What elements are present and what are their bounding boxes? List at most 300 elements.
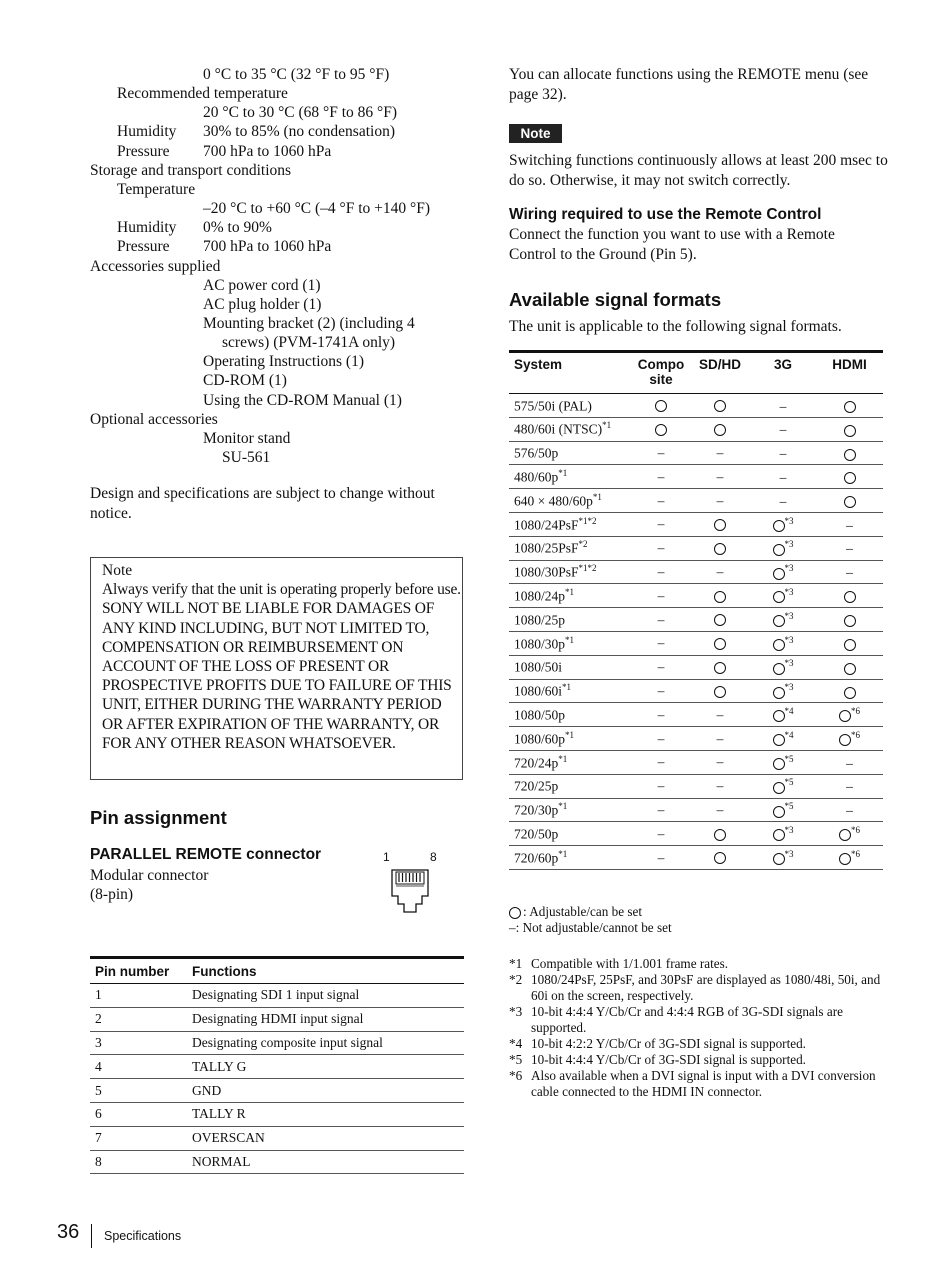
circle-mark-icon (714, 638, 726, 650)
circle-mark-icon (714, 591, 726, 603)
system-cell (509, 631, 632, 655)
composite-cell (632, 727, 690, 751)
composite-cell (632, 417, 690, 441)
g3-cell (750, 441, 816, 465)
system-cell (509, 608, 632, 632)
hdmi-cell (816, 631, 883, 655)
g3-cell (750, 846, 816, 870)
system-name: 720/60p (514, 850, 559, 866)
g3-cell (750, 394, 816, 418)
hdmi-cell (816, 394, 883, 418)
note-badge: Note (509, 124, 562, 143)
footnote-ref: *5 (784, 753, 794, 764)
dash-mark: – (657, 587, 665, 603)
system-cell (509, 417, 632, 441)
dash-mark: – (779, 469, 787, 485)
wiring-text: Connect the function you want to use with a Remote Control to the Ground (Pin 5). (509, 226, 835, 263)
g3-cell (750, 727, 816, 751)
sdhd-cell (690, 512, 750, 536)
composite-cell (632, 846, 690, 870)
dash-mark: – (846, 564, 853, 580)
warranty-note-box (90, 557, 463, 780)
pin-table-row (90, 1126, 464, 1150)
sdhd-cell (690, 822, 750, 846)
footnote-ref: *6 (851, 706, 860, 716)
circle-mark-icon (773, 591, 785, 603)
page-number: 36 (57, 1221, 80, 1243)
system-cell (509, 465, 632, 489)
spec-line: SU-561 (222, 449, 271, 466)
system-name: 1080/50i (514, 659, 563, 675)
circle-mark-icon (773, 639, 785, 651)
system-name: 720/50p (514, 826, 559, 842)
footnote-ref: *1 (558, 848, 568, 859)
dash-mark: – (657, 611, 665, 627)
footnote-ref: *1 (565, 729, 575, 740)
circle-mark-icon (509, 907, 521, 919)
spec-value: 700 hPa to 1060 hPa (203, 238, 332, 256)
spec-line: 20 °C to 30 °C (68 °F to 86 °F) (203, 104, 398, 122)
circle-mark-icon (714, 614, 726, 626)
circle-mark-icon (714, 852, 726, 864)
sdhd-cell (690, 584, 750, 608)
signal-format-row (509, 798, 883, 822)
pin-table-row (90, 1031, 464, 1055)
dash-mark: – (657, 754, 665, 770)
sdhd-cell (690, 441, 750, 465)
pin-function-cell: Designating SDI 1 input signal (187, 984, 464, 1008)
signal-format-row (509, 441, 883, 465)
circle-mark-icon (714, 662, 726, 674)
footnote-ref: *3 (784, 824, 794, 835)
system-name: 1080/60p (514, 731, 566, 747)
circle-mark-icon (714, 424, 726, 436)
hdmi-cell (816, 608, 883, 632)
dash-mark: – (846, 778, 853, 794)
footnote-text: 10-bit 4:4:4 Y/Cb/Cr and 4:4:4 RGB of 3G-SDI signals are supported. (531, 1004, 843, 1035)
sdhd-header: SD/HD (690, 352, 750, 394)
g3-cell (750, 750, 816, 774)
composite-cell (632, 489, 690, 513)
composite-cell (632, 750, 690, 774)
circle-mark-icon (773, 734, 785, 746)
circle-mark-icon (655, 424, 667, 436)
spec-value: 0% to 90% (203, 219, 272, 237)
dash-mark: – (716, 754, 724, 770)
spec-line: Mounting bracket (2) (including 4 (203, 314, 415, 332)
footnote-ref: *1*2 (578, 563, 597, 574)
signal-format-row (509, 417, 883, 441)
signal-format-row (509, 394, 883, 418)
signal-format-row (509, 536, 883, 560)
system-cell (509, 560, 632, 584)
composite-cell (632, 631, 690, 655)
footnote-ref: *1 (602, 420, 612, 431)
dash-mark: – (657, 825, 665, 841)
spec-line: AC power cord (1) (203, 276, 321, 294)
footnote-ref: *1 (562, 682, 572, 693)
pin-table-row (90, 984, 464, 1008)
dash-mark: – (716, 730, 724, 746)
sdhd-cell (690, 727, 750, 751)
dash-mark: – (716, 801, 724, 817)
spec-label: Humidity (117, 219, 177, 237)
sdhd-cell (690, 846, 750, 870)
footnotes (509, 956, 889, 1100)
dash-mark: – (846, 517, 853, 533)
spec-line: 0 °C to 35 °C (32 °F to 95 °F) (203, 66, 390, 83)
circle-mark-icon (844, 591, 856, 603)
circle-mark-icon (773, 615, 785, 627)
spec-line: Accessories supplied (90, 257, 221, 275)
footnote-mark: *3 (509, 1004, 523, 1019)
spec-label: Pressure (117, 238, 170, 256)
design-notice: Design and specifications are subject to change without notice. (90, 485, 435, 522)
sdhd-cell (690, 465, 750, 489)
composite-cell (632, 774, 690, 798)
pin-number-cell: 4 (90, 1055, 187, 1079)
dash-mark: – (657, 468, 665, 484)
circle-mark-icon (844, 425, 856, 437)
connector-desc-line2: (8-pin) (90, 886, 134, 903)
circle-mark-icon (844, 639, 856, 651)
spec-line: Operating Instructions (1) (203, 353, 364, 371)
dash-mark: – (657, 516, 665, 532)
pin-number-cell: 6 (90, 1102, 187, 1126)
system-cell (509, 441, 632, 465)
footnote-ref: *6 (851, 729, 860, 740)
pin-label-1: 1 (383, 850, 390, 864)
footnote-ref: *3 (784, 848, 794, 859)
circle-mark-icon (844, 472, 856, 484)
spec-line: Optional accessories (90, 410, 218, 428)
footnote-text: 10-bit 4:2:2 Y/Cb/Cr of 3G-SDI signal is supported. (531, 1036, 806, 1051)
sdhd-cell (690, 417, 750, 441)
g3-cell (750, 822, 816, 846)
footnote-ref: *3 (784, 634, 794, 645)
footnote-text: Compatible with 1/1.001 frame rates. (531, 956, 729, 971)
pin-number-cell: 7 (90, 1126, 187, 1150)
signal-format-row (509, 846, 883, 870)
footnote-ref: *3 (784, 515, 794, 526)
remote-intro: You can allocate functions using the REMOTE menu (see page 32). (509, 66, 869, 103)
signal-formats-heading: Available signal formats (509, 289, 722, 310)
signal-format-row (509, 631, 883, 655)
sdhd-cell (690, 774, 750, 798)
pin-number-cell: 1 (90, 984, 187, 1008)
hdmi-cell (816, 417, 883, 441)
composite-cell (632, 703, 690, 727)
dash-mark: – (657, 706, 665, 722)
system-name: 1080/50p (514, 707, 566, 723)
g3-cell (750, 465, 816, 489)
circle-mark-icon (844, 687, 856, 699)
pin-table (90, 956, 464, 1174)
spec-line: Temperature (117, 180, 196, 198)
pin-function-cell: Designating HDMI input signal (187, 1007, 464, 1031)
footnote-ref: *5 (784, 777, 794, 788)
legend-item (509, 904, 672, 920)
sdhd-cell (690, 703, 750, 727)
composite-cell (632, 394, 690, 418)
signal-format-row (509, 489, 883, 513)
system-cell (509, 489, 632, 513)
hdmi-cell (816, 703, 883, 727)
g3-cell (750, 679, 816, 703)
sdhd-cell (690, 536, 750, 560)
pin-function-cell: TALLY R (187, 1102, 464, 1126)
system-cell (509, 798, 632, 822)
dash-mark: – (657, 492, 665, 508)
dash-mark: – (657, 659, 665, 675)
circle-mark-icon (714, 829, 726, 841)
footnote-ref: *1*2 (578, 515, 597, 526)
footnote-mark: *2 (509, 972, 523, 987)
footnote-mark: *1 (509, 956, 523, 971)
wiring-heading: Wiring required to use the Remote Control (509, 206, 822, 223)
system-name: 480/60p (514, 469, 559, 485)
dash-mark: – (716, 492, 724, 508)
hdmi-cell (816, 536, 883, 560)
dash-mark: – (509, 920, 516, 935)
footnote-mark: *6 (509, 1068, 523, 1083)
functions-header: Functions (187, 958, 464, 984)
g3-cell (750, 774, 816, 798)
sdhd-cell (690, 608, 750, 632)
pin-table-row (90, 1055, 464, 1079)
pin-function-cell: TALLY G (187, 1055, 464, 1079)
legend-text: : Not adjustable/cannot be set (515, 920, 672, 935)
signal-format-row (509, 679, 883, 703)
g3-cell (750, 655, 816, 679)
system-cell (509, 822, 632, 846)
warranty-note-title: Note (102, 562, 133, 579)
system-name: 480/60i (NTSC) (514, 421, 603, 437)
dash-mark: – (779, 493, 787, 509)
table-legend (509, 904, 672, 936)
hdmi-header: HDMI (816, 352, 883, 394)
dash-mark: – (657, 801, 665, 817)
system-name: 1080/24p (514, 588, 566, 604)
spec-line: Storage and transport conditions (90, 161, 292, 179)
signal-format-row (509, 560, 883, 584)
circle-mark-icon (839, 853, 851, 865)
circle-mark-icon (844, 401, 856, 413)
dash-mark: – (657, 682, 665, 698)
system-name: 640 × 480/60p (514, 493, 593, 509)
hdmi-cell (816, 679, 883, 703)
composite-cell (632, 608, 690, 632)
footnote-ref: *6 (851, 824, 860, 835)
signal-table-header (509, 352, 883, 394)
dash-mark: – (846, 755, 853, 771)
composite-cell (632, 798, 690, 822)
signal-formats-intro: The unit is applicable to the following signal formats. (509, 318, 842, 335)
circle-mark-icon (844, 449, 856, 461)
pin-number-header: Pin number (90, 958, 187, 984)
dash-mark: – (657, 444, 665, 460)
circle-mark-icon (844, 615, 856, 627)
system-name: 720/30p (514, 802, 559, 818)
composite-cell (632, 512, 690, 536)
footnote (509, 1052, 889, 1068)
system-name: 1080/25PsF (514, 540, 579, 556)
footnote (509, 1004, 889, 1036)
circle-mark-icon (839, 829, 851, 841)
footnote-mark: *4 (509, 1036, 523, 1051)
system-cell (509, 846, 632, 870)
system-cell (509, 774, 632, 798)
warranty-note-body: Always verify that the unit is operating properly before use. SONY WILL NOT BE LIABLE FOR DAMAGES OF ANY KIND INCLUDING, BUT NOT LIMITED TO, COMPENSATION OR REIMBURSEMENT ON ACCOUNT OF THE LOSS OF PRESENT OR PROSPECTIVE PROFITS DUE TO FAILURE OF THIS UNIT, EITHER DURING THE WARRANTY PERIOD OR AFTER EXPIRATION OF THE WARRANTY, OR FOR ANY OTHER REASON WHATSOEVER. (102, 581, 461, 752)
footnote-ref: *3 (784, 610, 794, 621)
system-cell (509, 536, 632, 560)
system-cell (509, 679, 632, 703)
circle-mark-icon (773, 829, 785, 841)
g3-cell (750, 489, 816, 513)
spec-line: –20 °C to +60 °C (–4 °F to +140 °F) (203, 200, 431, 218)
dash-mark: – (716, 563, 724, 579)
footnote-ref: *2 (578, 539, 588, 550)
spec-line: Recommended temperature (117, 85, 288, 103)
signal-format-row (509, 608, 883, 632)
pin-number-cell: 5 (90, 1079, 187, 1103)
footnote-text: 10-bit 4:4:4 Y/Cb/Cr of 3G-SDI signal is supported. (531, 1052, 806, 1067)
hdmi-cell (816, 512, 883, 536)
dash-mark: – (779, 421, 787, 437)
composite-cell (632, 441, 690, 465)
dash-mark: – (716, 468, 724, 484)
pin-number-cell: 2 (90, 1007, 187, 1031)
footnote (509, 1036, 889, 1052)
circle-mark-icon (839, 710, 851, 722)
spec-line: AC plug holder (1) (203, 295, 322, 313)
g3-cell (750, 417, 816, 441)
composite-cell (632, 679, 690, 703)
circle-mark-icon (773, 853, 785, 865)
sdhd-cell (690, 394, 750, 418)
circle-mark-icon (655, 400, 667, 412)
dash-mark: – (657, 849, 665, 865)
g3-cell (750, 560, 816, 584)
system-header: System (509, 352, 632, 394)
circle-mark-icon (773, 568, 785, 580)
footnote-ref: *3 (784, 587, 794, 598)
sdhd-cell (690, 489, 750, 513)
hdmi-cell (816, 465, 883, 489)
pin-number-cell: 3 (90, 1031, 187, 1055)
dash-mark: – (657, 730, 665, 746)
signal-format-row (509, 727, 883, 751)
spec-line: screws) (PVM-1741A only) (222, 334, 396, 352)
composite-header-line1: Compo (637, 357, 685, 372)
dash-mark: – (657, 778, 665, 794)
footnote-ref: *3 (784, 563, 794, 574)
system-name: 720/25p (514, 778, 559, 794)
signal-format-row (509, 703, 883, 727)
footnote-ref: *1 (565, 587, 575, 598)
signal-format-row (509, 822, 883, 846)
dash-mark: – (716, 444, 724, 460)
hdmi-cell (816, 750, 883, 774)
pin-function-cell: NORMAL (187, 1150, 464, 1174)
g3-cell (750, 631, 816, 655)
dash-mark: – (716, 706, 724, 722)
system-name: 576/50p (514, 445, 559, 461)
hdmi-cell (816, 560, 883, 584)
system-cell (509, 703, 632, 727)
footnote-text: Also available when a DVI signal is input with a DVI conversion cable connected to the HDMI IN connector. (531, 1068, 876, 1099)
system-name: 575/50i (PAL) (514, 398, 592, 414)
pin-assignment-heading: Pin assignment (90, 807, 227, 828)
circle-mark-icon (773, 687, 785, 699)
footnote-ref: *3 (784, 539, 794, 550)
sdhd-cell (690, 631, 750, 655)
footnote-mark: *5 (509, 1052, 523, 1067)
spec-line: CD-ROM (1) (203, 372, 287, 390)
circle-mark-icon (773, 544, 785, 556)
sdhd-cell (690, 655, 750, 679)
spec-value: 30% to 85% (no condensation) (203, 123, 395, 141)
g3-cell (750, 584, 816, 608)
pin-table-row (90, 1102, 464, 1126)
signal-format-row (509, 750, 883, 774)
composite-cell (632, 655, 690, 679)
rj45-connector-icon (388, 866, 432, 916)
signal-format-table (509, 350, 883, 870)
pin-table-header (90, 958, 464, 984)
dash-mark: – (779, 445, 787, 461)
circle-mark-icon (773, 806, 785, 818)
sdhd-cell (690, 560, 750, 584)
signal-format-row (509, 465, 883, 489)
hdmi-cell (816, 655, 883, 679)
g3-cell (750, 512, 816, 536)
composite-header (632, 352, 690, 394)
spec-label: Humidity (117, 123, 177, 141)
pin-number-cell: 8 (90, 1150, 187, 1174)
pin-table-row (90, 1150, 464, 1174)
parallel-remote-heading: PARALLEL REMOTE connector (90, 846, 322, 863)
circle-mark-icon (714, 519, 726, 531)
footnote-ref: *1 (565, 634, 575, 645)
dash-mark: – (716, 778, 724, 794)
spec-value: 700 hPa to 1060 hPa (203, 142, 332, 160)
system-name: 1080/60i (514, 683, 563, 699)
signal-format-row (509, 655, 883, 679)
system-name: 1080/30p (514, 636, 566, 652)
signal-format-row (509, 512, 883, 536)
hdmi-cell (816, 822, 883, 846)
spec-label: Pressure (117, 142, 170, 160)
pin-table-row (90, 1079, 464, 1103)
spec-line: Monitor stand (203, 429, 291, 447)
hdmi-cell (816, 441, 883, 465)
legend-text: : Adjustable/can be set (523, 904, 643, 919)
composite-cell (632, 536, 690, 560)
footnote-ref: *1 (558, 753, 568, 764)
footnote-ref: *3 (784, 658, 794, 669)
footnote-ref: *4 (784, 729, 794, 740)
system-name: 1080/25p (514, 612, 566, 628)
system-name: 1080/24PsF (514, 517, 579, 533)
connector-desc-line1: Modular connector (90, 867, 209, 884)
sdhd-cell (690, 798, 750, 822)
hdmi-cell (816, 727, 883, 751)
hdmi-cell (816, 846, 883, 870)
circle-mark-icon (714, 543, 726, 555)
dash-mark: – (657, 540, 665, 556)
system-name: 1080/30PsF (514, 564, 579, 580)
